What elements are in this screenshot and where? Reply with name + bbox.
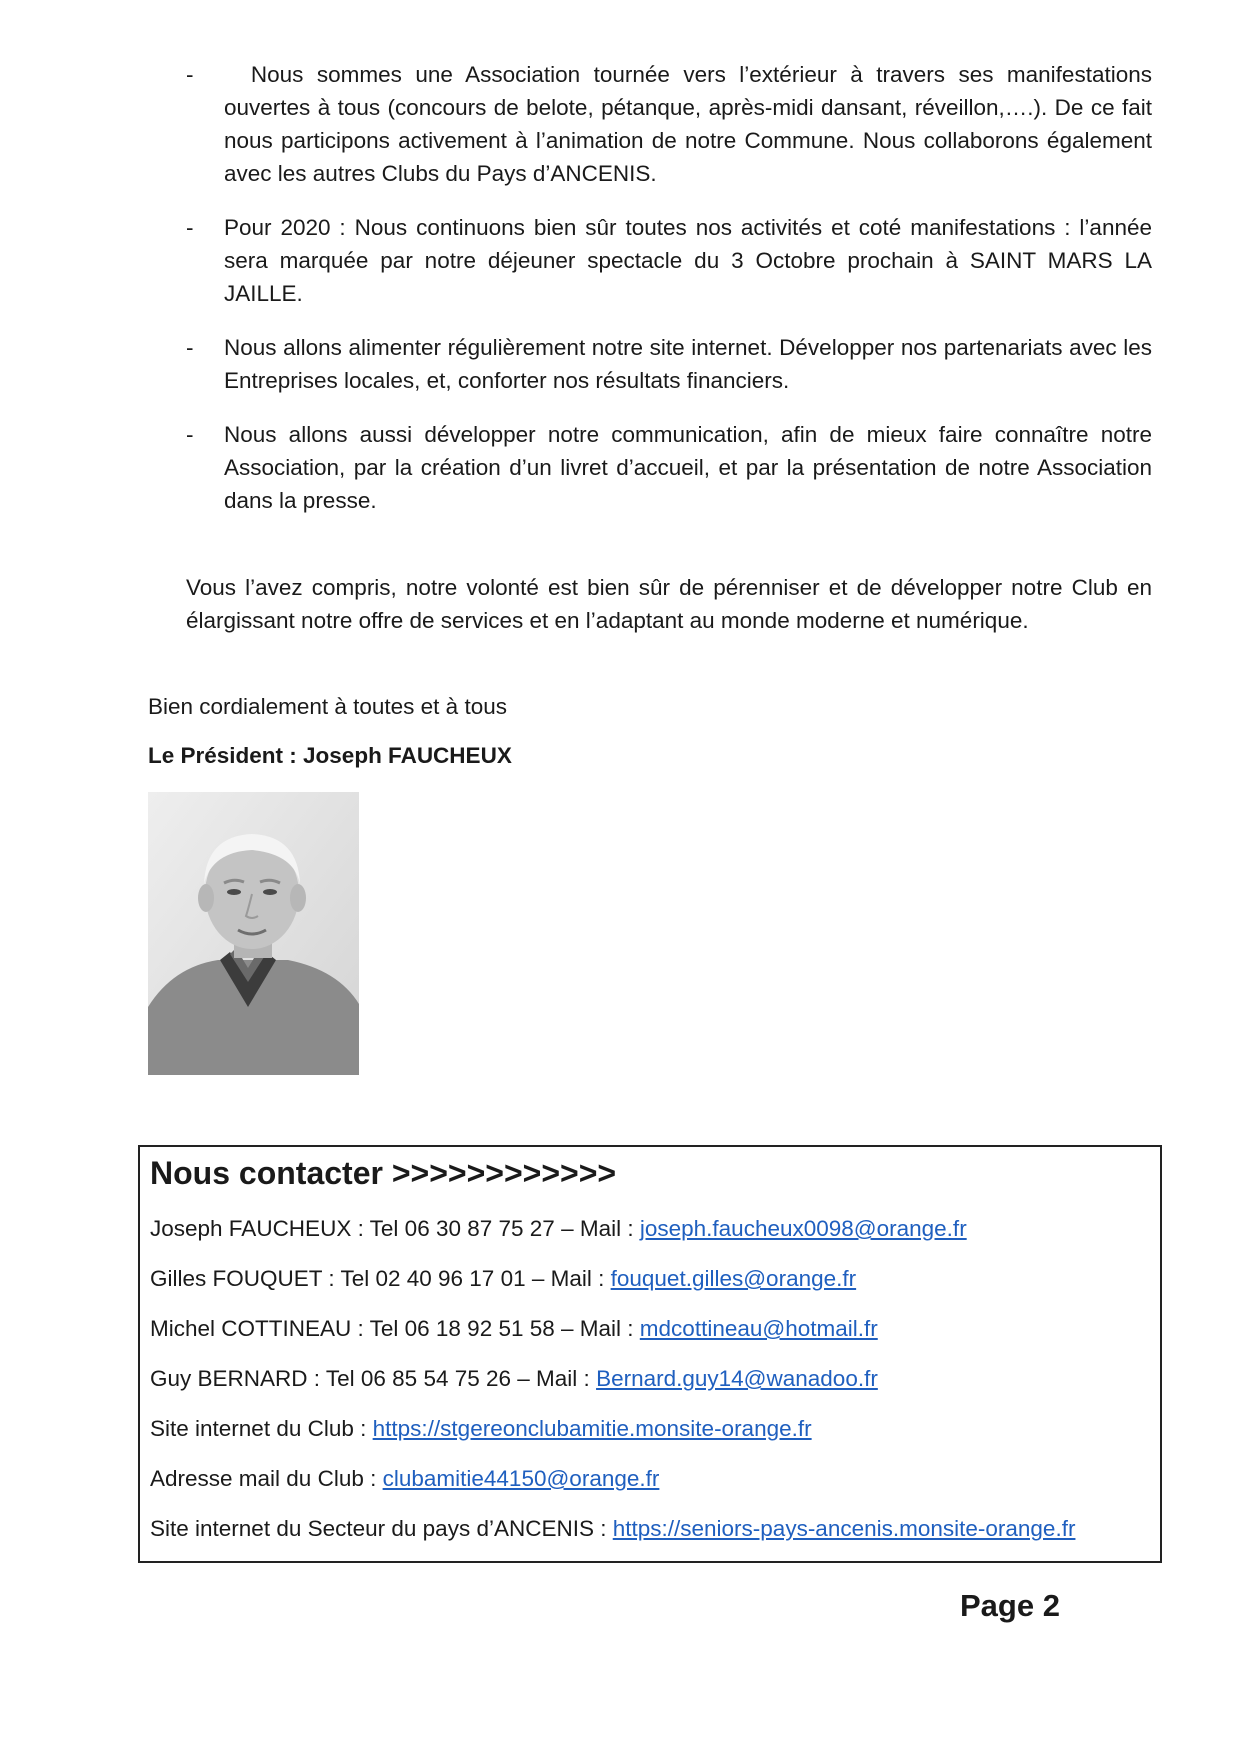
contact-title: Nous contacter >>>>>>>>>>>> bbox=[150, 1155, 617, 1191]
contact-row bbox=[150, 1364, 878, 1393]
bullet-dash: - bbox=[186, 215, 194, 240]
contact-box bbox=[138, 1145, 1162, 1563]
sector-site-label: Site internet du Secteur du pays d’ANCENIS : bbox=[150, 1516, 613, 1541]
bullet-item bbox=[186, 418, 1152, 517]
portrait-image bbox=[148, 792, 359, 1075]
contact-row bbox=[150, 1214, 967, 1243]
bullet-item bbox=[186, 58, 1159, 190]
bullet-text: Nous sommes une Association tournée vers l’extérieur à travers ses manifestations ouvertes à tous (concours de belote, pétanque, après-midi dansant, réveillon,….). De ce fait nous participons activement à l’animation de notre Commune. Nous collaborons également avec les autres Clubs du Pays d’ANCENIS. bbox=[224, 62, 1159, 186]
closing-paragraph: Vous l’avez compris, notre volonté est bien sûr de pérenniser et de développer notre Club en élargissant notre offre de services et en l’adaptant au monde moderne et numérique. bbox=[186, 575, 1152, 633]
bullet-list bbox=[186, 58, 1159, 538]
bullet-dash: - bbox=[186, 422, 194, 447]
club-site-link[interactable]: https://stgereonclubamitie.monsite-orange.fr bbox=[372, 1416, 812, 1441]
email-link[interactable]: fouquet.gilles@orange.fr bbox=[610, 1266, 857, 1291]
email-link[interactable]: mdcottineau@hotmail.fr bbox=[639, 1316, 878, 1341]
email-link[interactable]: Bernard.guy14@wanadoo.fr bbox=[596, 1366, 878, 1391]
page-number: Page 2 bbox=[960, 1588, 1060, 1623]
club-mail-link[interactable]: clubamitie44150@orange.fr bbox=[382, 1466, 660, 1491]
bullet-item bbox=[186, 211, 1152, 310]
contact-details: Michel COTTINEAU : Tel 06 18 92 51 58 – Mail : bbox=[150, 1316, 640, 1341]
contact-details: Gilles FOUQUET : Tel 02 40 96 17 01 – Mail : bbox=[150, 1266, 611, 1291]
president-signature: Le Président : Joseph FAUCHEUX bbox=[148, 743, 512, 768]
contact-row bbox=[150, 1314, 878, 1343]
club-mail-label: Adresse mail du Club : bbox=[150, 1466, 383, 1491]
email-link[interactable]: joseph.faucheux0098@orange.fr bbox=[639, 1216, 967, 1241]
club-mail-row bbox=[150, 1464, 659, 1493]
bullet-dash: - bbox=[186, 62, 194, 87]
president-photo bbox=[148, 792, 359, 1075]
greeting-text: Bien cordialement à toutes et à tous bbox=[148, 694, 507, 719]
contact-details: Guy BERNARD : Tel 06 85 54 75 26 – Mail : bbox=[150, 1366, 597, 1391]
bullet-dash: - bbox=[186, 335, 194, 360]
bullet-item bbox=[186, 331, 1152, 397]
club-site-row bbox=[150, 1414, 812, 1443]
club-site-label: Site internet du Club : bbox=[150, 1416, 373, 1441]
bullet-text: Nous allons aussi développer notre communication, afin de mieux faire connaître notre Association, par la création d’un livret d’accueil, et par la présentation de notre Association dans la presse. bbox=[224, 422, 1152, 513]
sector-site-row bbox=[150, 1514, 1152, 1543]
contact-details: Joseph FAUCHEUX : Tel 06 30 87 75 27 – Mail : bbox=[150, 1216, 640, 1241]
contact-row bbox=[150, 1264, 856, 1293]
bullet-text: Pour 2020 : Nous continuons bien sûr toutes nos activités et coté manifestations : l’année sera marquée par notre déjeuner spectacle du 3 Octobre prochain à SAINT MARS LA JAILLE. bbox=[224, 215, 1152, 306]
sector-site-link[interactable]: https://seniors-pays-ancenis.monsite-orange.fr bbox=[612, 1516, 1076, 1541]
bullet-text: Nous allons alimenter régulièrement notre site internet. Développer nos partenariats avec les Entreprises locales, et, conforter nos résultats financiers. bbox=[224, 335, 1152, 393]
